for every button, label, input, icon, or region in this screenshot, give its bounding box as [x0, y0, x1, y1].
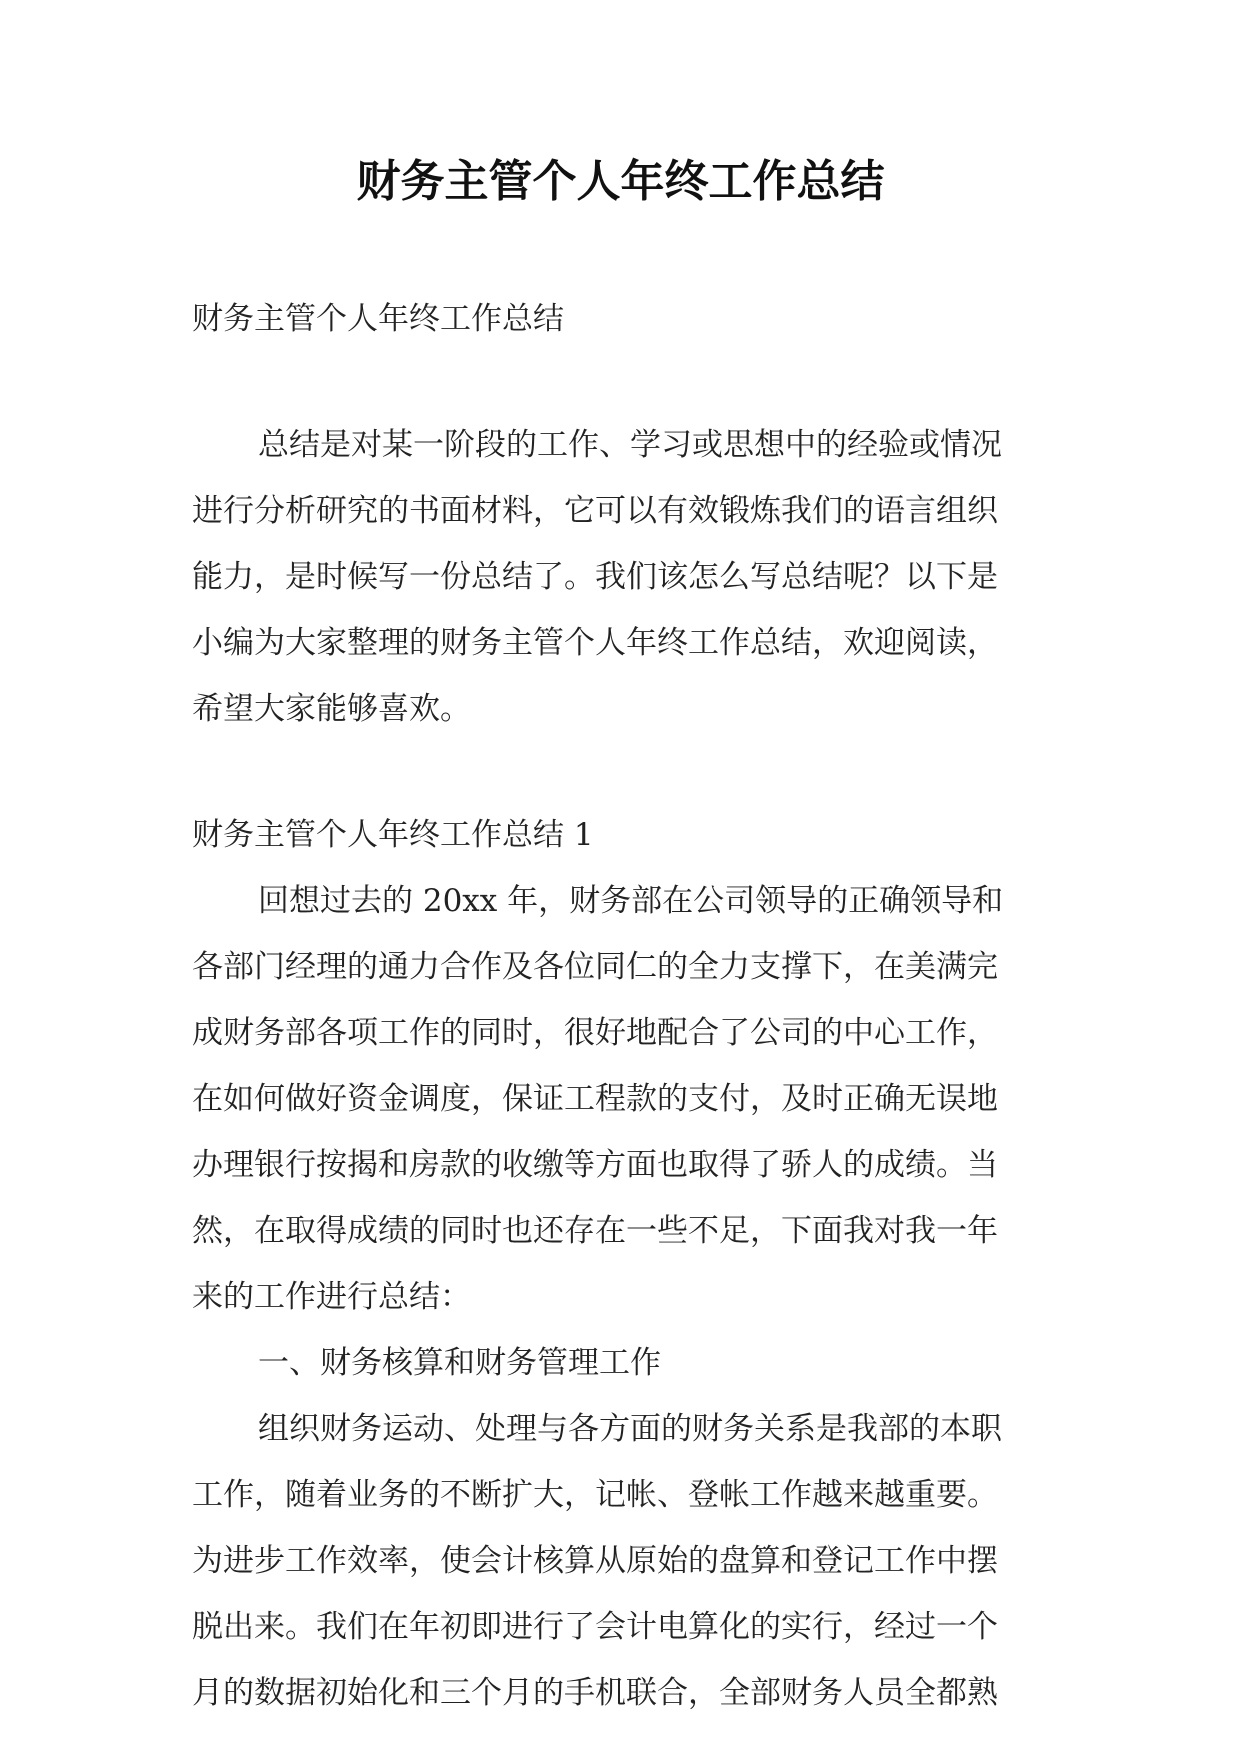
paragraph-line: 脱出来。我们在年初即进行了会计电算化的实行，经过一个	[192, 1609, 998, 1645]
paragraph-line: 然，在取得成绩的同时也还存在一些不足，下面我对我一年	[192, 1213, 998, 1249]
body-paragraph-1	[192, 868, 1062, 1330]
paragraph-line: 能力，是时候写一份总结了。我们该怎么写总结呢？以下是	[192, 559, 998, 595]
body-paragraph-2	[192, 1396, 1062, 1726]
paragraph-line: 进行分析研究的书面材料，它可以有效锻炼我们的语言组织	[192, 493, 998, 529]
paragraph-line: 小编为大家整理的财务主管个人年终工作总结，欢迎阅读，	[192, 625, 998, 661]
spacer	[192, 742, 1062, 802]
document-subtitle: 财务主管个人年终工作总结	[192, 301, 564, 337]
paragraph-line: 在如何做好资金调度，保证工程款的支付，及时正确无误地	[192, 1081, 998, 1117]
paragraph-line: 办理银行按揭和房款的收缴等方面也取得了骄人的成绩。当	[192, 1147, 998, 1183]
paragraph-line: 总结是对某一阶段的工作、学习或思想中的经验或情况	[258, 427, 1002, 463]
paragraph-line: 月的数据初始化和三个月的手机联合，全部财务人员全都熟	[192, 1675, 998, 1711]
paragraph-line: 成财务部各项工作的同时，很好地配合了公司的中心工作，	[192, 1015, 998, 1051]
paragraph-line: 希望大家能够喜欢。	[192, 691, 471, 727]
document-body	[192, 286, 1062, 1726]
paragraph-line: 回想过去的 20xx 年，财务部在公司领导的正确领导和	[258, 883, 1004, 919]
paragraph-line: 来的工作进行总结：	[192, 1279, 471, 1315]
document-title: 财务主管个人年终工作总结	[356, 156, 885, 207]
intro-paragraph	[192, 412, 1062, 742]
spacer	[192, 352, 1062, 412]
paragraph-line: 各部门经理的通力合作及各位同仁的全力支撑下，在美满完	[192, 949, 998, 985]
section-heading: 财务主管个人年终工作总结 1	[192, 817, 594, 853]
paragraph-line: 工作，随着业务的不断扩大，记帐、登帐工作越来越重要。	[192, 1477, 998, 1513]
subheading: 一、财务核算和财务管理工作	[258, 1345, 661, 1381]
paragraph-line: 组织财务运动、处理与各方面的财务关系是我部的本职	[258, 1411, 1002, 1447]
paragraph-line: 为进步工作效率，使会计核算从原始的盘算和登记工作中摆	[192, 1543, 998, 1579]
